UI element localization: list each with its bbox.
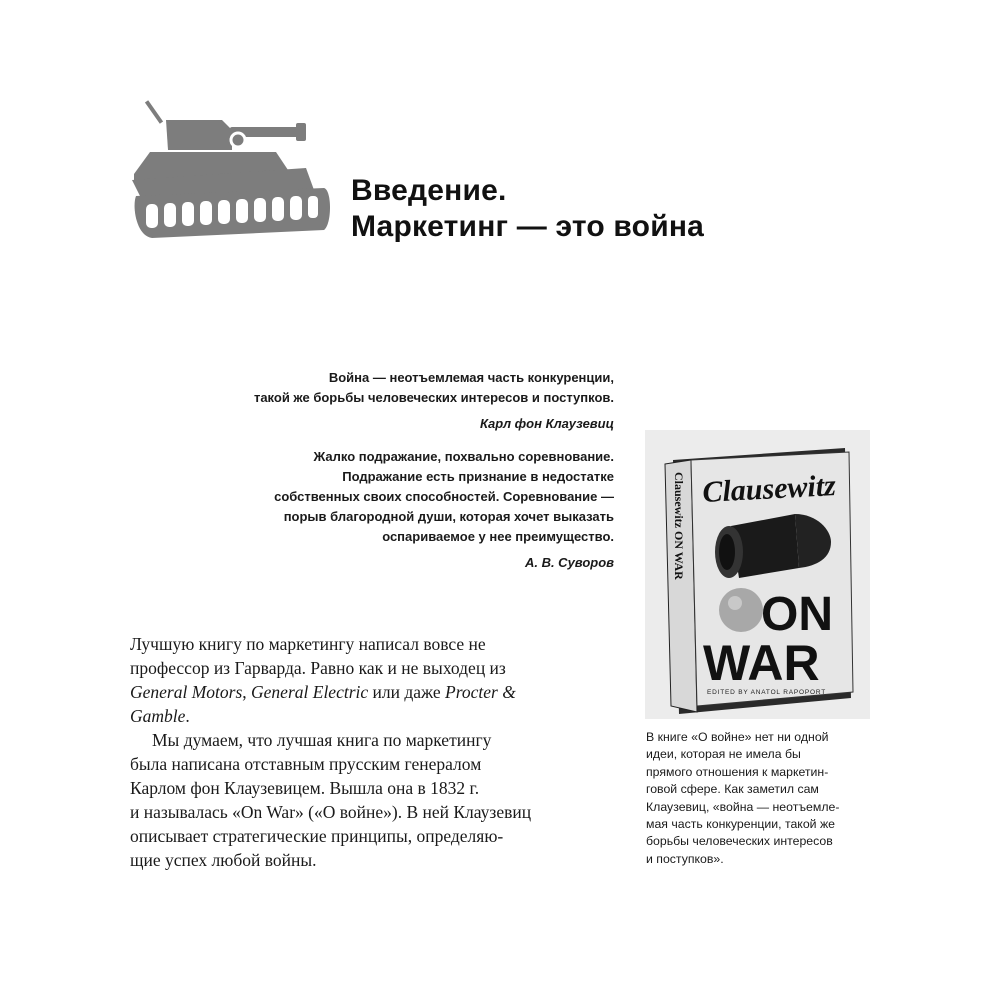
- book-spine-text: Clausewitz ON WAR: [672, 472, 686, 580]
- caption-line: В книге «О войне» нет ни одной: [646, 730, 829, 744]
- caption-line: Клаузевиц, «война — неотъемле-: [646, 799, 840, 814]
- company-general-motors: General Motors: [130, 682, 243, 702]
- chapter-title-line1: Введение.: [351, 174, 507, 207]
- epigraph-suvorov: [140, 447, 614, 547]
- epigraph-author-suvorov: А. В. Суворов: [524, 555, 614, 570]
- book-cover-war: WAR: [703, 635, 820, 691]
- body-line: Мы думаем, что лучшая книга по маркетингу: [152, 730, 492, 750]
- body-line: General Motors, General Electric или даже Procter &: [130, 682, 516, 702]
- body-line: Gamble.: [130, 706, 190, 726]
- book-cover-editor: EDITED BY ANATOL RAPOPORT: [707, 689, 826, 696]
- chapter-title: [351, 173, 704, 245]
- body-line: была написана отставным прусским генералом: [130, 754, 482, 774]
- epigraph-line: такой же борьбы человеческих интересов и поступков.: [253, 390, 614, 405]
- epigraph-line: порыв благородной души, которая хочет выказать: [283, 509, 614, 524]
- epigraph-line: оспариваемое у нее преимущество.: [382, 529, 614, 544]
- caption-line: мая часть конкуренции, такой же: [646, 817, 836, 832]
- caption-line: прямого отношения к маркетин-: [646, 764, 829, 779]
- caption-line: идеи, которая не имела бы: [646, 747, 801, 762]
- epigraph-author-clausewitz: Карл фон Клаузевиц: [479, 416, 614, 431]
- caption-line: и поступков».: [646, 851, 724, 866]
- book-cover-title: Clausewitz: [701, 469, 837, 509]
- company-procter: Procter &: [445, 682, 516, 702]
- body-text: [130, 632, 618, 872]
- body-line: щие успех любой войны.: [130, 850, 317, 870]
- epigraph-line: Жалко подражание, похвально соревнование.: [313, 449, 614, 464]
- body-line: и называлась «On War» («О войне»). В ней Клаузевиц: [130, 802, 532, 822]
- company-gamble: Gamble: [130, 706, 186, 726]
- epigraphs: [140, 368, 614, 573]
- epigraph-line: собственных своих способностей. Соревнование —: [274, 489, 614, 504]
- book-cover-image: [645, 430, 870, 719]
- epigraph-clausewitz: [140, 368, 614, 408]
- company-general-electric: General Electric: [251, 682, 369, 702]
- caption-line: говой сфере. Как заметил сам: [646, 782, 819, 797]
- tank-icon: [128, 96, 332, 246]
- book-cover-on: ON: [761, 588, 833, 641]
- body-line: Лучшую книгу по маркетингу написал вовсе не: [130, 634, 486, 654]
- body-line: профессор из Гарварда. Равно как и не выходец из: [130, 658, 506, 678]
- epigraph-line: Подражание есть признание в недостатке: [342, 469, 614, 484]
- image-caption: [646, 729, 876, 868]
- caption-line: борьбы человеческих интересов: [646, 834, 833, 849]
- body-line: Карлом фон Клаузевицем. Вышла она в 1832 г.: [130, 778, 480, 798]
- chapter-title-line2: Маркетинг — это война: [351, 210, 705, 243]
- body-line: описывает стратегические принципы, определяю-: [130, 826, 504, 846]
- epigraph-line: Война — неотъемлемая часть конкуренции,: [328, 370, 614, 385]
